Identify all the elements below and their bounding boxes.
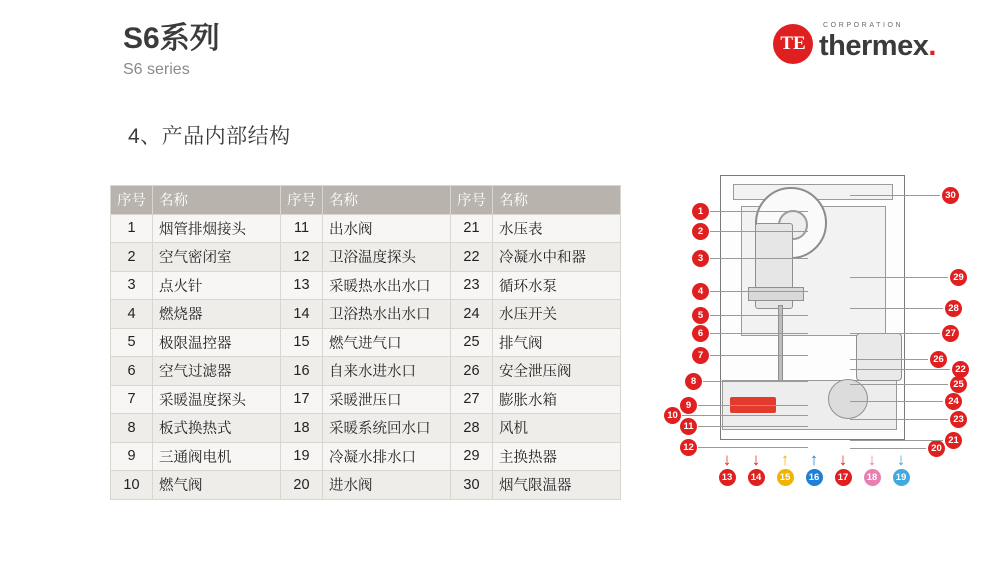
cell-name: 卫浴温度探头 [323,243,451,272]
callout-marker-28: 28 [945,300,962,317]
callout-leader-line [850,369,950,370]
cell-number: 13 [281,271,323,300]
arrow-up-icon: ↑ [809,450,819,469]
col-header-no-3: 序号 [451,186,493,215]
table-header-row [111,186,621,215]
arrow-down-icon: ↓ [722,450,732,469]
cell-number: 20 [281,471,323,500]
table-row [111,271,621,300]
flow-arrow-17 [831,452,855,486]
flow-arrow-15 [773,452,797,486]
callout-marker-25: 25 [950,376,967,393]
flow-arrow-label-16: 16 [806,469,823,486]
cell-name: 卫浴热水出水口 [323,300,451,329]
cell-number: 11 [281,214,323,243]
callout-leader-line [698,405,808,406]
col-header-name-3: 名称 [493,186,621,215]
arrow-up-icon: ↑ [780,450,790,469]
logo-dot-icon: . [928,30,936,62]
flow-arrow-18 [860,452,884,486]
callout-marker-23: 23 [950,411,967,428]
table-row [111,357,621,386]
callout-marker-7: 7 [692,347,709,364]
cell-name: 燃气进气口 [323,328,451,357]
cell-name: 排气阀 [493,328,621,357]
callout-leader-line [710,315,808,316]
callout-marker-5: 5 [692,307,709,324]
logo-wordmark [819,30,936,63]
callout-leader-line [850,440,943,441]
table-row [111,214,621,243]
callout-leader-line [850,359,928,360]
cell-name: 出水阀 [323,214,451,243]
page-subtitle: S6 series [123,60,190,78]
col-header-name-1: 名称 [153,186,281,215]
parts-table-head [111,186,621,215]
cell-number: 10 [111,471,153,500]
cell-name: 燃烧器 [153,300,281,329]
callout-marker-4: 4 [692,283,709,300]
logo-mark-glyph: TE [780,33,806,54]
flow-arrow-label-17: 17 [835,469,852,486]
arrow-down-icon: ↓ [896,450,906,469]
cell-number: 12 [281,243,323,272]
callout-leader-line [710,333,808,334]
arrow-down-icon: ↓ [867,450,877,469]
callout-leader-line [710,258,808,259]
cell-name: 冷凝水中和器 [493,243,621,272]
col-header-no-1: 序号 [111,186,153,215]
burner-part [748,287,804,301]
callout-leader-line [710,291,808,292]
callout-leader-line [850,195,940,196]
callout-marker-9: 9 [680,397,697,414]
callout-leader-line [710,231,808,232]
callout-leader-line [850,401,943,402]
callout-marker-30: 30 [942,187,959,204]
logo-wordmark-text: thermex [819,30,929,62]
cell-name: 水压表 [493,214,621,243]
callout-marker-2: 2 [692,223,709,240]
table-row [111,385,621,414]
cell-number: 1 [111,214,153,243]
logo-corporation-text: CORPORATION [823,22,904,29]
callout-leader-line [703,381,808,382]
parts-table [110,185,621,500]
cell-number: 6 [111,357,153,386]
cell-number: 27 [451,385,493,414]
flow-arrow-label-19: 19 [893,469,910,486]
cell-name: 采暖温度探头 [153,385,281,414]
cell-number: 2 [111,243,153,272]
cell-name: 烟管排烟接头 [153,214,281,243]
table-row [111,243,621,272]
flow-arrow-16 [802,452,826,486]
cell-number: 21 [451,214,493,243]
callout-marker-10: 10 [664,407,681,424]
cell-number: 22 [451,243,493,272]
callout-marker-6: 6 [692,325,709,342]
parts-table-body [111,214,621,499]
flow-arrow-19 [889,452,913,486]
cell-number: 7 [111,385,153,414]
cell-name: 循环水泵 [493,271,621,300]
callout-marker-26: 26 [930,351,947,368]
callout-marker-22: 22 [952,361,969,378]
callout-leader-line [850,333,940,334]
arrow-down-icon: ↓ [838,450,848,469]
table-row [111,471,621,500]
cell-number: 30 [451,471,493,500]
cell-name: 冷凝水排水口 [323,442,451,471]
callout-leader-line [710,355,808,356]
cell-name: 烟气限温器 [493,471,621,500]
table-row [111,442,621,471]
cell-name: 燃气阀 [153,471,281,500]
flow-arrow-label-18: 18 [864,469,881,486]
callout-leader-line [850,448,926,449]
callout-marker-24: 24 [945,393,962,410]
cell-number: 5 [111,328,153,357]
callout-marker-1: 1 [692,203,709,220]
callout-marker-11: 11 [680,418,697,435]
flow-arrow-label-13: 13 [719,469,736,486]
flow-arrow-14 [744,452,768,486]
cell-number: 28 [451,414,493,443]
callout-marker-27: 27 [942,325,959,342]
callout-marker-29: 29 [950,269,967,286]
callout-marker-21: 21 [945,432,962,449]
callout-leader-line [698,426,808,427]
cell-number: 16 [281,357,323,386]
cell-number: 25 [451,328,493,357]
callout-leader-line [710,211,808,212]
cell-name: 膨胀水箱 [493,385,621,414]
logo-mark-icon [773,24,813,64]
flow-arrow-row [715,452,930,494]
expansion-tank-part [856,333,902,381]
callout-leader-line [850,308,943,309]
flow-arrow-label-14: 14 [748,469,765,486]
cell-name: 板式换热式 [153,414,281,443]
cell-number: 23 [451,271,493,300]
cell-name: 采暖热水出水口 [323,271,451,300]
table-row [111,328,621,357]
cell-number: 15 [281,328,323,357]
cell-name: 主换热器 [493,442,621,471]
cell-number: 29 [451,442,493,471]
cell-name: 水压开关 [493,300,621,329]
cell-name: 空气密闭室 [153,243,281,272]
callout-marker-8: 8 [685,373,702,390]
brand-logo [773,22,978,70]
title-block [123,22,220,79]
arrow-down-icon: ↓ [751,450,761,469]
col-header-name-2: 名称 [323,186,451,215]
cell-number: 4 [111,300,153,329]
cell-number: 9 [111,442,153,471]
cell-number: 18 [281,414,323,443]
page-title: S6系列 [123,22,220,55]
cell-number: 8 [111,414,153,443]
callout-marker-3: 3 [692,250,709,267]
riser-pipe-part [778,305,783,385]
callout-marker-12: 12 [680,439,697,456]
cell-name: 风机 [493,414,621,443]
callout-leader-line [850,419,948,420]
cell-name: 三通阀电机 [153,442,281,471]
table-row [111,414,621,443]
cell-number: 3 [111,271,153,300]
cell-name: 安全泄压阀 [493,357,621,386]
cell-number: 17 [281,385,323,414]
cell-name: 极限温控器 [153,328,281,357]
section-heading: 4、产品内部结构 [128,125,291,148]
flow-arrow-13 [715,452,739,486]
callout-leader-line [850,277,948,278]
col-header-no-2: 序号 [281,186,323,215]
cell-number: 26 [451,357,493,386]
cell-name: 采暖泄压口 [323,385,451,414]
cell-name: 点火针 [153,271,281,300]
flow-arrow-label-15: 15 [777,469,794,486]
cell-name: 空气过滤器 [153,357,281,386]
callout-leader-line [682,415,808,416]
callout-marker-20: 20 [928,440,945,457]
cell-number: 19 [281,442,323,471]
callout-leader-line [698,447,808,448]
cell-name: 进水阀 [323,471,451,500]
cell-number: 24 [451,300,493,329]
table-row [111,300,621,329]
cell-name: 采暖系统回水口 [323,414,451,443]
callout-leader-line [850,384,948,385]
circulation-pump-part [828,379,868,419]
cell-name: 自来水进水口 [323,357,451,386]
cell-number: 14 [281,300,323,329]
product-internal-diagram [660,165,990,500]
